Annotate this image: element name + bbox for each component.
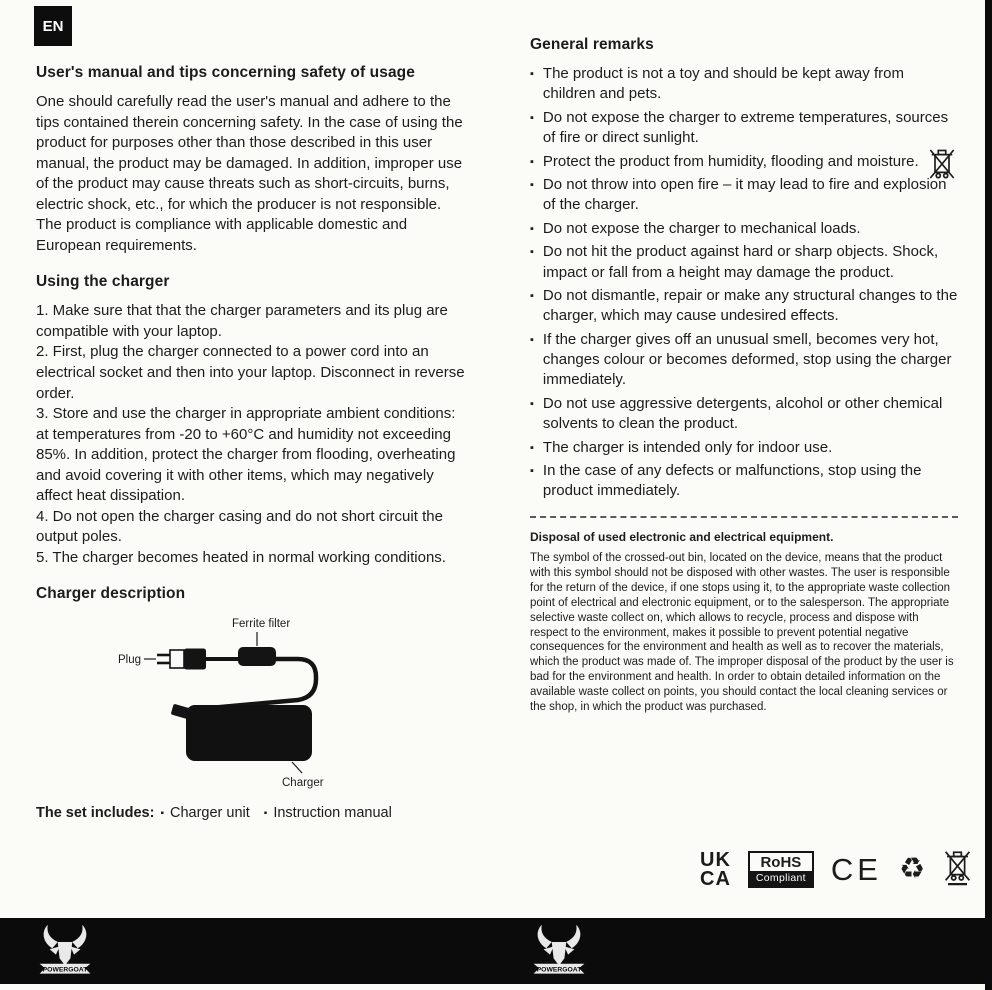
page-edge-strip (985, 0, 992, 990)
goat-ear-left (50, 946, 60, 954)
language-badge: EN (34, 6, 72, 46)
set-item (264, 805, 392, 821)
powergoat-logo (530, 921, 588, 986)
set-item-label: Instruction manual (273, 805, 392, 822)
remark-item (530, 242, 958, 283)
remark-text: Do not dismantle, repair or make any structural changes to the charger, which may cause undesired effects. (542, 286, 958, 325)
remark-item (530, 461, 958, 502)
remark-text: Protect the product from humidity, flooding and moisture. (542, 152, 919, 170)
crossed-bin-icon (928, 146, 956, 187)
charger-brick-shape (186, 705, 312, 761)
recycling-icon: ♻ (898, 853, 925, 885)
remark-text: Do not expose the charger to extreme temperatures, sources of fire or direct sunlight. (542, 108, 949, 147)
ukca-line1: UK (700, 848, 731, 871)
goat-horn-left (44, 925, 58, 949)
remark-item (530, 438, 958, 458)
right-column (530, 36, 958, 715)
square-bullet-icon: ▪ (530, 397, 534, 410)
weee-crossed-bin-icon (942, 848, 973, 891)
remark-text: Do not hit the product against hard or sharp objects. Shock, impact or fall from a height may damage the product. (542, 243, 939, 281)
square-bullet-icon: ▪ (530, 246, 534, 259)
plug-shape (157, 649, 206, 670)
goat-ear-right (564, 946, 574, 954)
remark-text: The charger is intended only for indoor use. (542, 438, 833, 456)
rohs-compliant-label: Compliant (750, 871, 812, 886)
square-bullet-icon: ▪ (530, 465, 534, 478)
goat-horn-right (566, 925, 580, 949)
rohs-name: RoHS (760, 854, 802, 871)
ukca-mark (700, 848, 731, 890)
dashed-divider (530, 516, 958, 518)
goat-ear-left (544, 946, 554, 954)
ukca-line2: CA (700, 867, 731, 890)
remark-text: The product is not a toy and should be kept away from children and pets. (542, 65, 904, 103)
ferrite-filter-shape (238, 647, 276, 666)
using-step: 2. First, plug the charger connected to a power cord into an electrical socket and then into your laptop. Disconnect in reverse order. (36, 343, 465, 402)
square-bullet-icon: ▪ (530, 222, 534, 235)
brand-name: POWERGOAT (42, 966, 88, 974)
goat-face (552, 942, 567, 966)
charger-diagram (36, 613, 466, 791)
general-remarks-heading: General remarks (530, 36, 654, 53)
disposal-heading: Disposal of used electronic and electrical equipment. (530, 529, 834, 544)
left-column (36, 64, 468, 821)
safety-paragraph: One should carefully read the user's manual and adhere to the tips contained therein concerning safety. In the case of using the product for purposes other than those described in this user manual, the product may be damaged. In addition, improper use of the product may cause threats such as short-circuits, burns, electric shock, etc., for which the producer is not responsible. The product is compliance with applicable domestic and European requirements. (36, 93, 463, 254)
set-includes-items (160, 805, 405, 821)
set-includes-row (36, 805, 468, 821)
remark-item (530, 330, 958, 391)
general-remarks-list (530, 64, 958, 502)
remark-item (530, 219, 958, 239)
remark-text: Do not use aggressive detergents, alcohol or other chemical solvents to clean the product. (542, 394, 943, 433)
square-bullet-icon: ▪ (530, 289, 534, 302)
using-charger-heading: Using the charger (36, 273, 170, 291)
ce-mark: CE (830, 851, 882, 887)
remark-text: In the case of any defects or malfunctions, stop using the product immediately. (542, 462, 922, 500)
using-step: 5. The charger becomes heated in normal working conditions. (36, 548, 446, 566)
goat-horn-right (72, 925, 86, 949)
remark-text: Do not expose the charger to mechanical loads. (542, 219, 861, 237)
remark-item (530, 175, 958, 216)
charger-description-heading: Charger description (36, 585, 186, 603)
diagram-label-charger: Charger (282, 777, 324, 790)
remark-item (530, 64, 958, 105)
rohs-mark (748, 851, 814, 888)
goat-face (58, 942, 73, 966)
using-step: 1. Make sure that that the charger parameters and its plug are compatible with your laptop. (36, 302, 448, 340)
remark-item (530, 108, 958, 149)
square-bullet-icon: ▪ (530, 178, 534, 191)
set-item-label: Charger unit (170, 805, 250, 822)
using-step: 3. Store and use the charger in appropriate ambient conditions: at temperatures from -20 to +60°C and humidity not exceeding 85%. In addition, protect the charger from flooding, overheating and avoid covering it with other items, which may negatively affect heat dissipation. (36, 405, 456, 505)
footer-bar (0, 918, 992, 984)
safety-heading: User's manual and tips concerning safety of usage (36, 64, 415, 81)
square-bullet-icon: ▪ (530, 155, 534, 168)
diagram-label-plug: Plug (118, 654, 142, 667)
goat-ear-right (70, 946, 80, 954)
certification-marks-row (700, 848, 973, 891)
using-step: 4. Do not open the charger casing and do not short circuit the output poles. (36, 507, 443, 546)
disposal-paragraph: The symbol of the crossed-out bin, located on the device, means that the product with this symbol should not be disposed with other wastes. The user is responsible for the return of the device, if one stops using it, to the appropriate waste collection point of electrical and electronic equipment, or to the salesperson. The appropriate selective waste collect on, which allows to recycle, process and dispose with respect to the environment, makes it possible to prevent potential negative consequences for the environment and health as well as to recover the materials, which the product was made of. The improper disposal of the product by the user is bad for the environment and health. In order to obtain detailed information on the available waste collect on points, you should contact the local cleaning services or the shop, in which the product was purchased. (530, 551, 954, 714)
remark-text: If the charger gives off an unusual smell, becomes very hot, changes colour or becomes deformed, stop using the charger immediately. (542, 330, 952, 389)
diagram-label-ferrite: Ferrite filter (232, 618, 291, 631)
powergoat-logo (36, 921, 94, 986)
square-bullet-icon: ▪ (530, 68, 534, 80)
set-item (160, 805, 249, 821)
using-steps (36, 301, 468, 568)
remark-item (530, 394, 958, 435)
remark-text: Do not throw into open fire – it may lead to fire and explosion of the charger. (542, 175, 947, 214)
remark-item (530, 286, 958, 327)
brand-name: POWERGOAT (536, 966, 582, 974)
square-bullet-icon: ▪ (263, 808, 268, 820)
square-bullet-icon: ▪ (530, 111, 534, 124)
square-bullet-icon: ▪ (530, 441, 534, 454)
square-bullet-icon: ▪ (530, 333, 534, 346)
goat-horn-left (538, 925, 552, 949)
charger-leader-line (292, 762, 302, 773)
square-bullet-icon: ▪ (160, 808, 164, 820)
set-includes-label: The set includes: (36, 805, 155, 822)
remark-item (530, 152, 958, 172)
